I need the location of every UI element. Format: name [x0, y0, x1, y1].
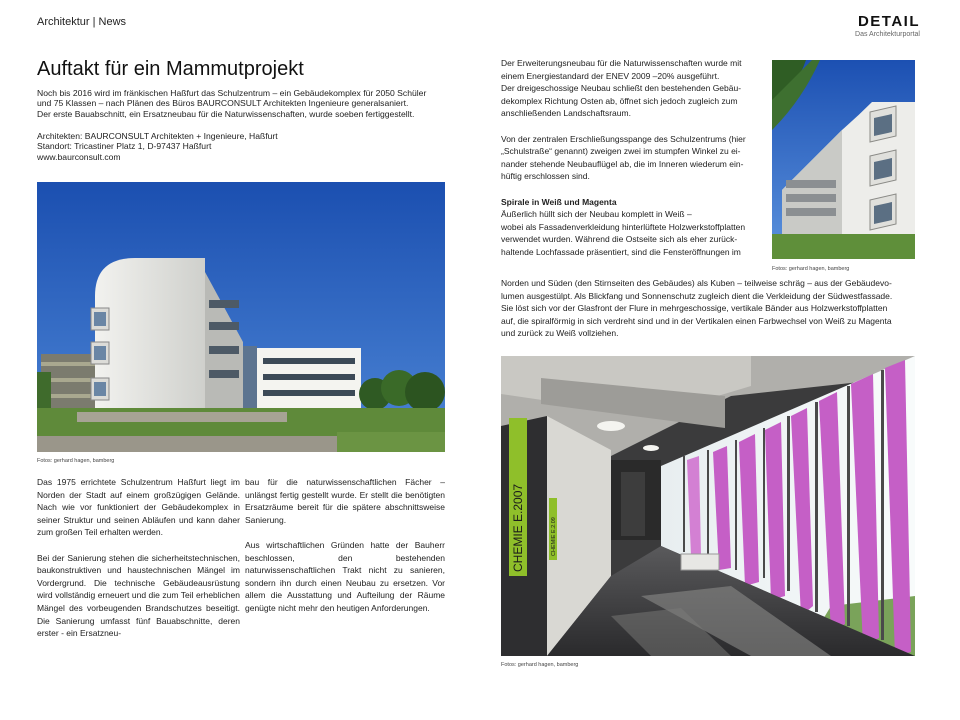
architects-line: Architekten: BAURCONSULT Architekten + Ingenieure, Haßfurt: [37, 131, 278, 141]
article-meta: [37, 131, 278, 162]
lead-line: und 75 Klassen – nach Plänen des Büros BAURCONSULT Architekten Ingenieure generalsaniert.: [37, 98, 409, 109]
website-link[interactable]: www.baurconsult.com: [37, 151, 121, 162]
paragraph: Das 1975 errichtete Schulzentrum Haßfurt liegt im Norden der Stadt auf einem großzügigen Gelände. Nach wie vor funktioniert der Gebäudekomplex in seiner Struktur und seinen Abläufen und kann daher zum großen Teil erhalten werden.: [37, 477, 240, 538]
facade-detail-photo: [772, 60, 915, 259]
paragraph: bau für die naturwissenschaftlichen Fächer – unlängst fertig gestellt wurde. Er stellt die benötigten Ersatzräume bereit für die spätere abschnittsweise Sanierung.: [245, 477, 445, 525]
logo-tagline: Das Architekturportal: [855, 31, 920, 38]
photo-credit-2: Fotos: gerhard hagen, bamberg: [772, 266, 850, 272]
facade-detail-graphic: [772, 60, 915, 259]
location-line: Standort: Tricastiner Platz 1, D-97437 Haßfurt: [37, 141, 212, 152]
right-text-wide: [501, 277, 919, 340]
text-line: wobei als Fassadenverkleidung hinterlüftete Holzwerkstoffplatten: [501, 221, 746, 232]
text-line: auf, die spiralförmig in sich verdreht sind und in der Vertikalen einen Farbwechsel von Weiß zu Magenta: [501, 315, 892, 326]
detail-logo[interactable]: [838, 14, 920, 39]
body-column-2: [245, 476, 445, 627]
paragraph: Aus wirtschaftlichen Gründen hatte der Bauherr beschlossen, den bestehenden naturwissenschaftlichen Trakt nicht zu sanieren, sondern ihn durch einen Neubau zu ersetzen. Vor allem die Ausstattung und Aufteilung der Räume genügte nicht mehr den heutigen Anforderungen.: [245, 539, 445, 613]
text-line: Der Erweiterungsneubau für die Naturwissenschaften wurde mit: [501, 58, 742, 68]
text-line: „Schulstraße“ genannt) zweigen zwei im stumpfen Winkel zu ei-: [501, 146, 741, 157]
text-line: dekomplex Richtung Osten ab, öffnet sich jedoch zugleich zum: [501, 95, 738, 106]
logo-wordmark: DETAIL: [857, 13, 920, 30]
right-text-top: [501, 57, 763, 259]
text-line: Sie löst sich vor der Glasfront der Flure in mehrgeschossige, vertikale Bänder aus Holzwerkstoffplatten: [501, 303, 888, 314]
lead-line: Der erste Bauabschnitt, ein Ersatzneubau für die Naturwissenschaften, wurde soeben fertiggestellt.: [37, 108, 415, 119]
interior-photo: [501, 356, 915, 656]
text-line: Norden und Süden (den Stirnseiten des Gebäudes) als Kuben – teilweise schräg – aus der Gebäudevo-: [501, 278, 892, 288]
breadcrumb[interactable]: Architektur | News: [37, 16, 127, 28]
chemie-room-sign-small: CHEMIE E.2.09: [551, 517, 557, 556]
text-line: lumen ausgestülpt. Als Blickfang und Sonnenschutz zugleich dient die Verkleidung der Südwestfassade.: [501, 290, 893, 301]
text-line: hüftig erschlossen sind.: [501, 171, 590, 182]
exterior-photo: [37, 182, 445, 452]
paragraph: Bei der Sanierung stehen die sicherheitstechnischen, baukonstruktiven und haustechnischen Mängel im Vordergrund. Die technische Gebäudeausrüstung wird vollständig erneuert und die zum Teil erheblichen Mängel des vorbeugenden Brandschutzes beseitigt. Die Sanierung umfasst fünf Bauabschnitte, deren erster - ein Ersatzneu-: [37, 552, 240, 639]
body-column-1: [37, 476, 240, 652]
chemie-room-sign: CHEMIE E.2007: [511, 483, 525, 572]
text-line: und zurück zu Weiß vollziehen.: [501, 328, 619, 339]
text-line: nander stehende Neubauflügel ab, die im Inneren wiederum ein-: [501, 158, 744, 169]
section-subheading: Spirale in Weiß und Magenta: [501, 196, 617, 207]
interior-photo-graphic: [501, 356, 915, 656]
photo-credit-1: Fotos: gerhard hagen, bamberg: [37, 458, 115, 464]
text-line: Äußerlich hüllt sich der Neubau komplett in Weiß –: [501, 209, 692, 220]
paragraph: [501, 196, 763, 259]
photo-credit-3: Fotos: gerhard hagen, bamberg: [501, 662, 579, 668]
paragraph: [501, 57, 763, 120]
article-lead: [37, 88, 457, 119]
text-line: haltende Lochfassade präsentiert, sind die Fensteröffnungen im: [501, 246, 741, 257]
exterior-photo-graphic: [37, 182, 445, 452]
text-line: anschließenden Landschaftsraum.: [501, 108, 631, 119]
article-title: Auftakt für ein Mammutprojekt: [37, 58, 304, 80]
lead-line: Noch bis 2016 wird im fränkischen Haßfurt das Schulzentrum – ein Gebäudekomplex für 2050 Schüler: [37, 88, 427, 98]
paragraph: [501, 133, 763, 183]
text-line: verwendet wurden. Während die Ostseite sich als eher zurück-: [501, 234, 738, 245]
text-line: einem Energiestandard der ENEV 2009 –20% ausgeführt.: [501, 70, 720, 81]
text-line: Der dreigeschossige Neubau schließt den bestehenden Gebäu-: [501, 83, 742, 94]
text-line: Von der zentralen Erschließungsspange des Schulzentrums (hier: [501, 133, 746, 144]
